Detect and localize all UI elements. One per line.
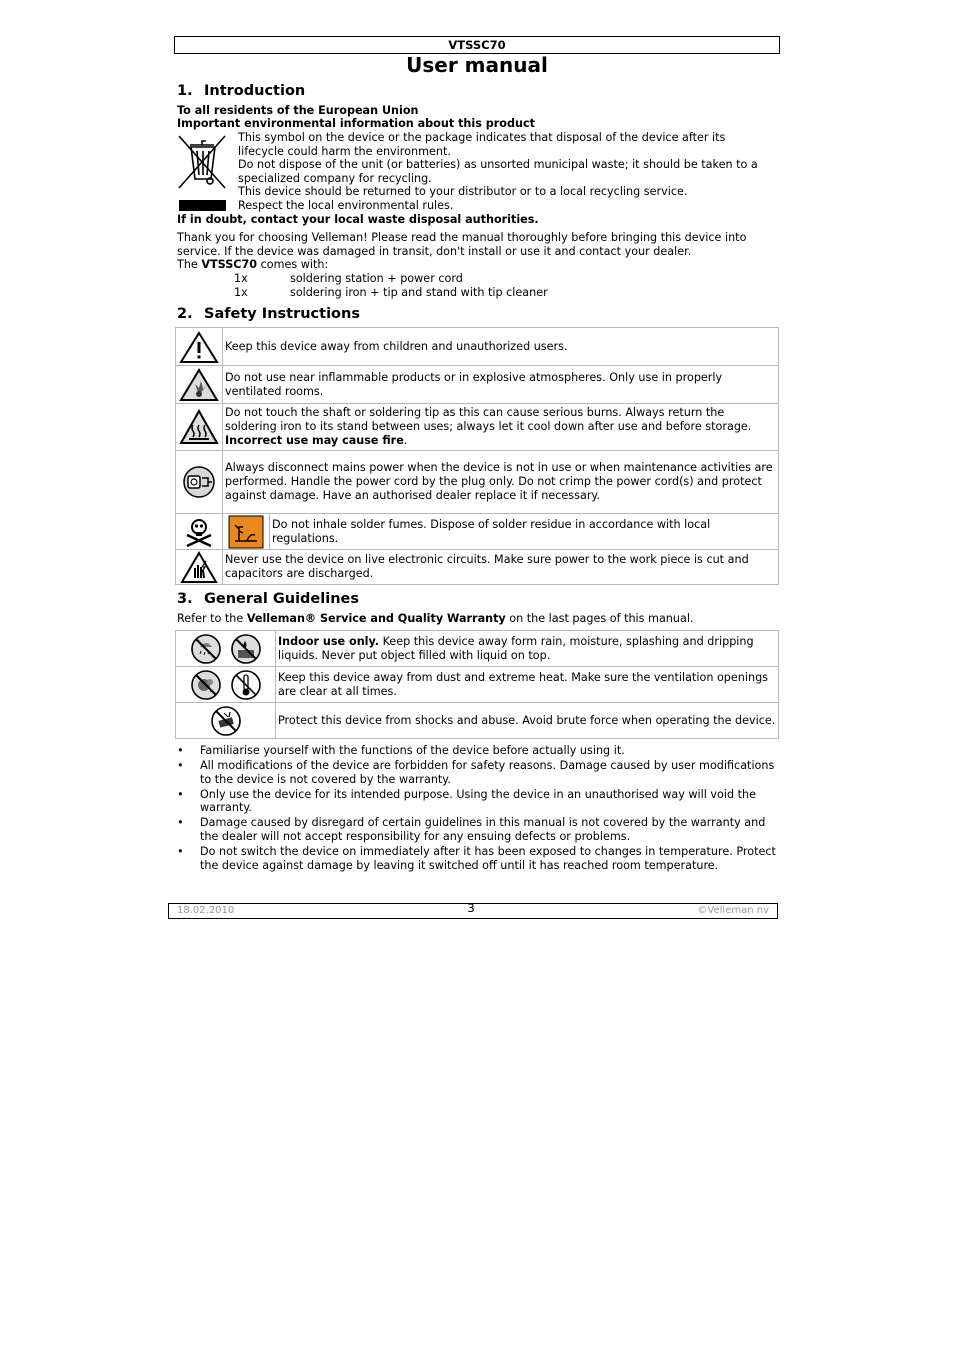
list-item: 1x soldering station + power cord — [234, 272, 463, 285]
no-liquid-icon — [230, 633, 262, 665]
page-title: User manual — [406, 53, 548, 77]
list-item: 1x soldering iron + tip and stand with tip cleaner — [234, 285, 548, 299]
weee-text: This symbol on the device or the package indicates that disposal of the device after its lifecycle could harm the environment. Do not dispose of the unit (or batteries) as unsorted municipal waste; it should be taken to a specialized company for recycling. This device should be returned to your distributor or to a local recycling service. Respect the local environmental rules. — [238, 131, 758, 212]
eu-residents-subheading: To all residents of the European Union — [177, 104, 419, 117]
no-shock-icon — [210, 705, 242, 737]
table-row — [176, 703, 779, 739]
list-item: • Only use the device for its intended purpose. Using the device in an unauthorised way will void the warranty. — [177, 788, 779, 815]
list-item: • Familiarise yourself with the functions of the device before actually using it. — [177, 744, 779, 758]
section-heading-introduction: 1. Introduction — [177, 83, 306, 99]
no-rain-icon — [190, 633, 222, 665]
safety-text: Do not touch the shaft or soldering tip as this can cause serious burns. Always return the soldering iron to its stand between uses; always let it cool down after use and before storage. Incorrect use may cause fire. — [223, 404, 779, 451]
thank-you-paragraph: Thank you for choosing Velleman! Please read the manual thoroughly before bringing this device into service. If the device was damaged in transit, don't install or use it and contact your dealer. The VTSSC70 comes with: — [177, 231, 747, 272]
table-row — [176, 667, 779, 703]
disposal-advice: If in doubt, contact your local waste disposal authorities. — [177, 213, 539, 226]
guidelines-bullet-list — [177, 744, 779, 874]
section-heading-safety: 2. Safety Instructions — [177, 306, 360, 322]
guideline-text: Protect this device from shocks and abuse. Avoid brute force when operating the device. — [276, 703, 779, 739]
warning-icon — [176, 328, 223, 366]
list-item: • Do not switch the device on immediately after it has been exposed to changes in temperature. Protect the device against damage by leaving it switched off until it has reached room temperature. — [177, 845, 779, 872]
list-item: • Damage caused by disregard of certain guidelines in this manual is not covered by the warranty and the dealer will not accept responsibility for any ensuing defects or problems. — [177, 816, 779, 843]
table-row — [176, 328, 779, 366]
footer-date: 18.02.2010 — [177, 905, 235, 916]
model-header: VTSSC70 — [174, 36, 780, 54]
safety-text: Do not use near inflammable products or in explosive atmospheres. Only use in properly ventilated rooms. — [223, 366, 779, 404]
electric-hand-icon — [176, 550, 223, 585]
safety-text: Never use the device on live electronic circuits. Make sure power to the work piece is cut and capacitors are discharged. — [223, 550, 779, 585]
section-heading-guidelines: 3. General Guidelines — [177, 591, 359, 607]
table-row — [176, 550, 779, 585]
weee-bin-icon — [176, 133, 228, 191]
toxic-icon — [176, 514, 223, 550]
safety-table — [175, 327, 779, 585]
safety-text: Keep this device away from children and unauthorized users. — [223, 328, 779, 366]
no-dust-icon — [190, 669, 222, 701]
table-row — [176, 451, 779, 514]
safety-text: Do not inhale solder fumes. Dispose of solder residue in accordance with local regulations. — [270, 514, 779, 550]
safety-text: Always disconnect mains power when the device is not in use or when maintenance activities are performed. Handle the power cord by the plug only. Do not crimp the power cord(s) and protect against damage. Have an authorised dealer replace it if necessary. — [223, 451, 779, 514]
package-contents-list — [234, 272, 548, 299]
guideline-text: Keep this device away from dust and extreme heat. Make sure the ventilation openings are clear at all times. — [276, 667, 779, 703]
environment-subheading: Important environmental information about this product — [177, 117, 535, 130]
weee-black-bar — [179, 200, 226, 211]
thermometer-icon — [230, 669, 262, 701]
footer-copyright: ©Velleman nv — [697, 905, 769, 916]
list-item: • All modifications of the device are forbidden for safety reasons. Damage caused by user modifications to the device is not covered by the warranty. — [177, 759, 779, 786]
page-footer — [168, 903, 778, 919]
warranty-reference: Refer to the Velleman® Service and Quality Warranty on the last pages of this manual. — [177, 612, 694, 625]
explosive-icon — [176, 366, 223, 404]
guideline-text: Indoor use only. Keep this device away form rain, moisture, splashing and dripping liquids. Never put object filled with liquid on top. — [276, 631, 779, 667]
environment-hazard-icon — [223, 514, 270, 550]
guidelines-table — [175, 630, 779, 739]
hot-surface-icon — [176, 404, 223, 451]
disconnect-plug-icon — [176, 451, 223, 514]
table-row — [176, 514, 779, 550]
table-row — [176, 404, 779, 451]
table-row — [176, 631, 779, 667]
table-row — [176, 366, 779, 404]
page-number: 3 — [467, 901, 475, 915]
